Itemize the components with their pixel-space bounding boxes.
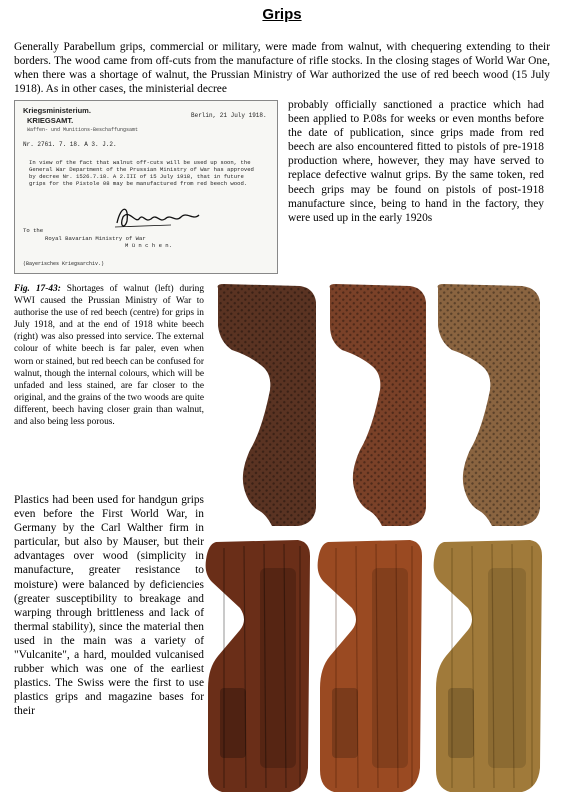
figure-caption xyxy=(14,283,204,428)
walnut-grip-exterior-photo xyxy=(210,282,320,530)
figure-label: Fig. 17-43: xyxy=(14,284,61,294)
white-beech-grip-interior-photo xyxy=(428,538,546,796)
decree-date: Berlin, 21 July 1918. xyxy=(191,112,267,119)
page-title: Grips xyxy=(262,6,302,23)
red-beech-grip-exterior-photo xyxy=(322,282,428,530)
decree-header-ministry: Kriegsministerium. xyxy=(23,106,91,115)
decree-header-department: Waffen- und Munitions-Beschaffungsamt xyxy=(27,127,139,133)
decree-reference: Nr. 2761. 7. 18. A 3. J.2. xyxy=(23,141,117,148)
decree-source: (Bayerisches Kriegsarchiv.) xyxy=(23,261,105,267)
walnut-grip-interior-photo xyxy=(200,538,314,796)
figure-caption-text: Shortages of walnut (left) during WWI caused the Prussian Ministry of War to authorise the use of red beech (centre) for grips in July 1918, and at the end of 1918 white beech (right) was also pressed into service. The external colour of white beech is far paler, even when worn or stained, but red beech can be confused for walnut, though the internal colours, which will be unfaded and less stained, are far closer to the original, and the grains of the two woods are quite different, beech having closer grain than walnut, and also being less porous. xyxy=(14,284,205,428)
decree-to-label: To the xyxy=(23,227,44,234)
signature-icon xyxy=(111,201,203,231)
decree-header-office: KRIEGSAMT. xyxy=(27,116,74,125)
intro-paragraph: Generally Parabellum grips, commercial or military, were made from walnut, with chequering extending to their borders. The wood came from off-cuts from the manufacture of rifle stocks. In the closing stages of World War One, when there was a shortage of walnut, the Prussian Ministry of War authorized the use of red beech wood (15 July 1918). As in other cases, the ministerial decree xyxy=(14,41,550,96)
continuation-paragraph: probably officially sanctioned a practice which had been applied to P.08s for weeks or even months before the date of publication, since grips made from red beech are also encountered fitted to pistols of pre-1918 production where, however, they may have served to replace defective walnut grips. By the same token, red beech grips may be found on pistols of post-1918 manufacture since, being to hand in the factory, they were used up in the early 1920s xyxy=(288,99,544,224)
decree-document-image xyxy=(14,100,278,274)
decree-body: In view of the fact that walnut off-cuts will be used up soon, the General War Department of the Prussian Ministry of War has approved by decree Nr. 1526.7.18. A 2.III of 15 July 1918, that in future grips for the Pistole 08 may be manufactured from red beech wood. xyxy=(29,159,254,187)
plastics-paragraph: Plastics had been used for handgun grips even before the First World War, in Germany by the Carl Walther firm in particular, but also by Mauser, but their advantages over wood (simplicity in manufacture, greater resistance to moisture) were balanced by deficiencies (greater susceptibility to breakage and warping through brittleness and lack of thermal stability), since the material then used in the main was a variety of "Vulcanite", a hard, moulded vulcanised rubber which was one of the earliest plastics. The Swiss were the first to use plastics grips and magazine bases for their xyxy=(14,494,204,718)
decree-addressee-line2: M ü n c h e n. xyxy=(125,242,172,249)
red-beech-grip-interior-photo xyxy=(312,538,426,796)
white-beech-grip-exterior-photo xyxy=(430,282,542,530)
decree-addressee-line1: Royal Bavarian Ministry of War xyxy=(45,235,146,242)
decree-addressee xyxy=(45,235,265,249)
